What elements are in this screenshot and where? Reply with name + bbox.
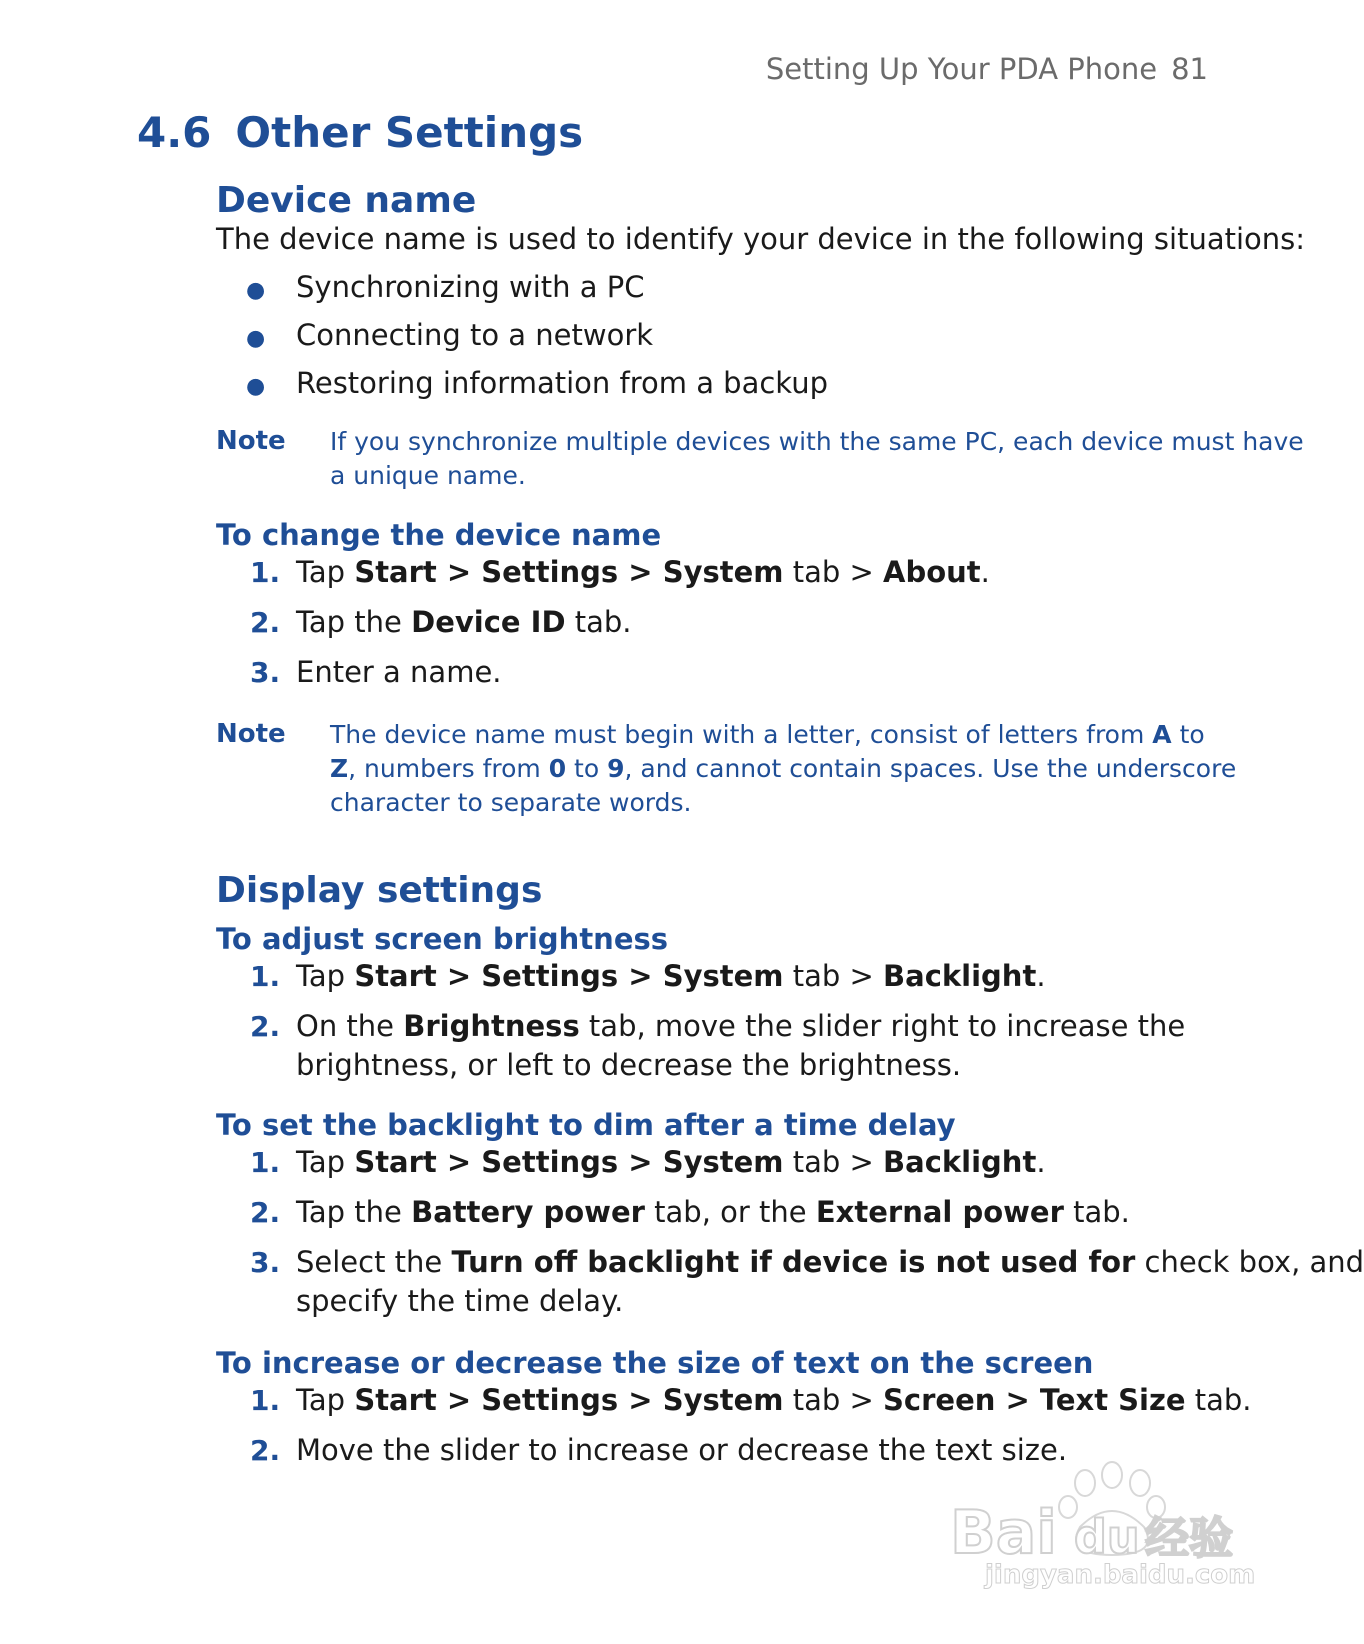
note-text-line: a unique name. (330, 461, 526, 490)
procedure-heading-change-device-name: To change the device name (216, 518, 662, 552)
step-text: Select the Turn off backlight if device is not used for check box, and (296, 1245, 1364, 1279)
svg-text:du: du (1074, 1510, 1140, 1564)
svg-text:经验: 经验 (1145, 1513, 1233, 1564)
step-number: 1. (250, 1384, 281, 1417)
svg-text:Bai: Bai (950, 1498, 1057, 1568)
procedure-heading-text-size: To increase or decrease the size of text on the screen (216, 1346, 1094, 1380)
step-text-continuation: brightness, or left to decrease the brightness. (296, 1048, 962, 1082)
watermark-url: jingyan.baidu.com (985, 1560, 1256, 1590)
chapter-number: 4.6 (137, 108, 212, 157)
step-text: Tap the Battery power tab, or the External power tab. (296, 1195, 1130, 1229)
step-number: 1. (250, 960, 281, 993)
step-text: Move the slider to increase or decrease the text size. (296, 1433, 1068, 1467)
note-label: Note (216, 719, 286, 749)
step-number: 3. (250, 656, 281, 689)
step-text: Tap the Device ID tab. (296, 605, 632, 639)
step-text: Tap Start > Settings > System tab > Screen > Text Size tab. (296, 1383, 1252, 1417)
list-item: Synchronizing with a PC (296, 270, 645, 304)
step-text-continuation: specify the time delay. (296, 1284, 624, 1318)
step-number: 3. (250, 1246, 281, 1279)
procedure-heading-brightness: To adjust screen brightness (216, 922, 669, 956)
bullet-icon: ● (246, 326, 266, 351)
step-text: Tap Start > Settings > System tab > About. (296, 555, 990, 589)
note-text-line: Z, numbers from 0 to 9, and cannot contain spaces. Use the underscore (330, 754, 1237, 783)
note-text-line: The device name must begin with a letter, consist of letters from A to (330, 720, 1205, 749)
bullet-icon: ● (246, 278, 266, 303)
section-heading-device-name: Device name (216, 180, 477, 221)
section-heading-display-settings: Display settings (216, 870, 543, 911)
step-text: On the Brightness tab, move the slider right to increase the (296, 1009, 1186, 1043)
list-item: Restoring information from a backup (296, 366, 828, 400)
step-number: 2. (250, 1196, 281, 1229)
chapter-name: Other Settings (235, 108, 584, 157)
device-name-intro: The device name is used to identify your device in the following situations: (216, 222, 1306, 256)
header-title: Setting Up Your PDA Phone (765, 52, 1158, 86)
note-label: Note (216, 426, 286, 456)
running-header (766, 52, 1208, 86)
chapter-title (137, 108, 583, 157)
note-text-line: If you synchronize multiple devices with the same PC, each device must have (330, 427, 1304, 456)
step-text: Tap Start > Settings > System tab > Backlight. (296, 1145, 1046, 1179)
note-text-line: character to separate words. (330, 788, 692, 817)
step-number: 2. (250, 1010, 281, 1043)
step-number: 2. (250, 1434, 281, 1467)
bullet-icon: ● (246, 374, 266, 399)
procedure-heading-backlight: To set the backlight to dim after a time delay (216, 1108, 956, 1142)
step-text: Tap Start > Settings > System tab > Backlight. (296, 959, 1046, 993)
list-item: Connecting to a network (296, 318, 654, 352)
step-number: 1. (250, 1146, 281, 1179)
step-number: 2. (250, 606, 281, 639)
page-number: 81 (1171, 52, 1208, 86)
step-number: 1. (250, 556, 281, 589)
step-text: Enter a name. (296, 655, 502, 689)
